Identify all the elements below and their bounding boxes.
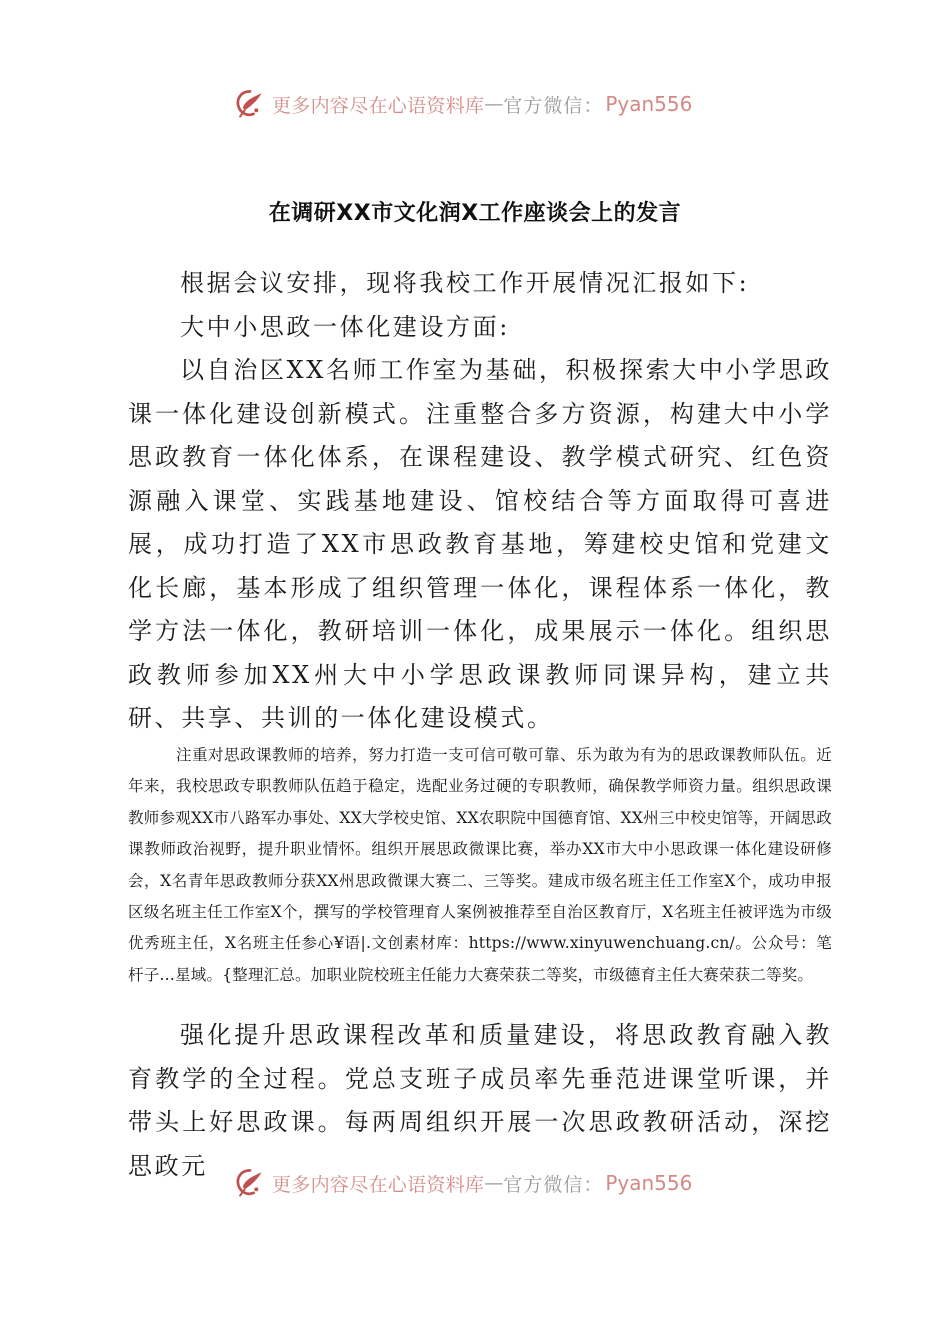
banner-wechat-id: Pyan556	[605, 92, 693, 116]
intro-paragraph: 根据会议安排，现将我校工作开展情况汇报如下:	[180, 269, 750, 297]
footer-banner	[0, 1163, 950, 1203]
document-body-bottom	[128, 1014, 832, 1188]
banner-separator: —	[484, 93, 504, 115]
paragraph-2: 注重对思政课教师的培养，努力打造一支可信可敬可靠、乐为敢为有为的思政课教师队伍。近年来，我校思政专职教师队伍趋于稳定，选配业务过硬的专职教师，确保教学师资力量。组织思政课教师参观XX市八路军办事处、XX大学校史馆、XX农职院中国德育馆、XX州三中校史馆等，开阔思政课教师政治视野，提升职业情怀。组织开展思政微课比赛，举办XX市大中小思政课一体化建设研修会，X名青年思政教师分获XX州思政微课大赛二、三等奖。建成市级名班主任工作室X个，成功申报区级名班主任工作室X个，撰写的学校管理育人案例被推荐至自治区教育厅，X名班主任被评选为市级优秀班主任，X名班主任参心¥语|.文创素材库：https://www.xinyuwenchuang.cn/。公众号：笔杆子…星域。{整理汇总。加职业院校班主任能力大赛荣获二等奖，市级德育主任大赛荣获二等奖。	[128, 746, 832, 984]
banner-wechat-label: 官方微信：	[503, 94, 604, 117]
document-body-top	[128, 262, 832, 741]
section-heading: 大中小思政一体化建设方面:	[180, 312, 510, 341]
quill-swirl-logo-icon	[232, 1165, 268, 1201]
document-body-middle	[128, 740, 832, 991]
paragraph-1: 以自治区XX名师工作室为基础，积极探索大中小学思政课一体化建设创新模式。注重整合多方资源，构建大中小学思政教育一体化体系，在课程建设、教学模式研究、红色资源融入课堂、实践基地建设、馆校结合等方面取得可喜进展，成功打造了XX市思政教育基地，筹建校史馆和党建文化长廊，基本形成了组织管理一体化，课程体系一体化，教学方法一体化，教研培训一体化，成果展示一体化。组织思政教师参加XX州大中小学思政课教师同课异构，建立共研、共享、共训的一体化建设模式。	[128, 356, 832, 732]
banner-wechat-label: 官方微信：	[503, 1173, 604, 1196]
header-banner	[0, 84, 950, 124]
quill-swirl-logo-icon	[232, 86, 268, 122]
banner-text: 更多内容尽在心语资料库	[272, 94, 485, 117]
banner-separator: —	[484, 1172, 504, 1194]
banner-text: 更多内容尽在心语资料库	[272, 1173, 485, 1196]
document-title: 在调研XX市文化润X工作座谈会上的发言	[268, 201, 682, 226]
paragraph-3: 强化提升思政课程改革和质量建设，将思政教育融入教育教学的全过程。党总支班子成员率先垂范进课堂听课，并带头上好思政课。每两周组织开展一次思政教研活动，深挖思政元	[128, 1021, 832, 1180]
banner-wechat-id: Pyan556	[605, 1171, 693, 1195]
